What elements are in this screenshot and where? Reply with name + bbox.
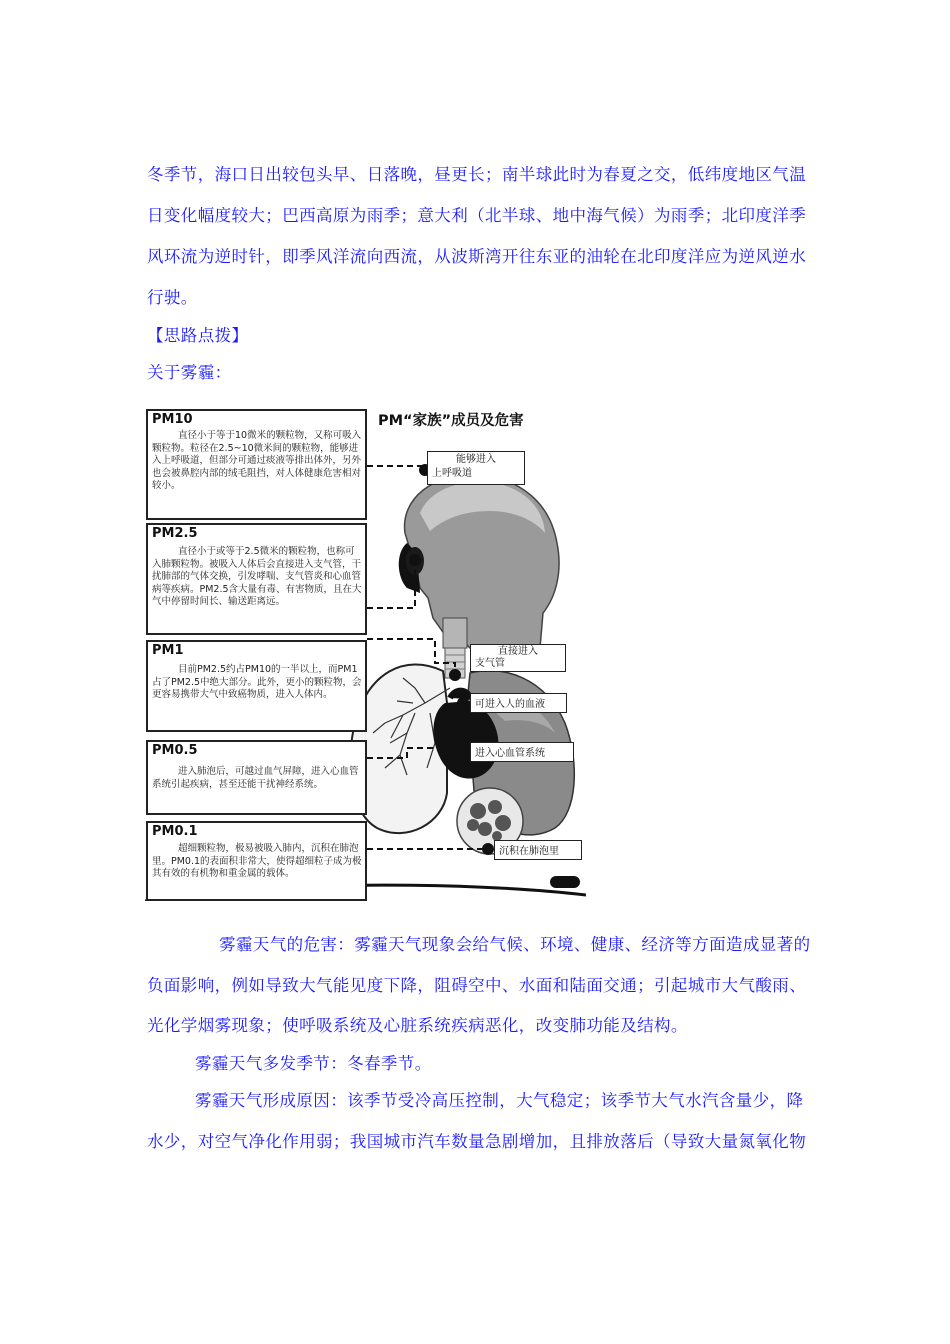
- pm25-box: [146, 523, 367, 635]
- pm05-box: [146, 740, 367, 815]
- season-line: 雾霾天气多发季节：冬春季节。: [195, 1054, 432, 1073]
- paragraph-line: 雾霾天气形成原因：该季节受冷高压控制，大气稳定；该季节大气水汽含量少，降: [195, 1091, 804, 1110]
- tag-blood: 可进入人的血液: [470, 693, 567, 713]
- pm1-text: 目前PM2.5约占PM10的一半以上，而PM1占了PM2.5中绝大部分。此外，更小的颗粒物，会更容易携带大气中致癌物质，进入人体内。: [152, 664, 362, 701]
- tag-upper-airway: [427, 451, 525, 485]
- tag-alveoli: 沉积在肺泡里: [494, 840, 582, 860]
- tag-bronchus-line2: 支气管: [475, 658, 505, 669]
- tag-upper-airway-line1: 能够进入: [456, 454, 496, 465]
- paragraph-line: 负面影响，例如导致大气能见度下降，阻碍空中、水面和陆面交通；引起城市大气酸雨、: [147, 976, 807, 995]
- pm25-title: PM2.5: [152, 526, 198, 541]
- tag-bronchus: [470, 644, 566, 672]
- pm01-text: 超细颗粒物，极易被吸入肺内，沉积在肺泡里。PM0.1的表面积非常大，使得超细粒子成为极其有效的有机物和重金属的载体。: [152, 843, 362, 880]
- pm01-title: PM0.1: [152, 824, 198, 839]
- pm10-text: 直径小于等于10微米的颗粒物，又称可吸入颗粒物。粒径在2.5~10微米间的颗粒物，能够进入上呼吸道，但部分可通过痰液等排出体外，另外也会被鼻腔内部的绒毛阻挡，对人体健康危害相对较小。: [152, 430, 362, 492]
- paragraph-line: 水少，对空气净化作用弱；我国城市汽车数量急剧增加，且排放落后（导致大量氮氧化物: [147, 1132, 807, 1151]
- pm25-text: 直径小于或等于2.5微米的颗粒物，也称可入肺颗粒物。被吸入人体后会直接进入支气管，干扰肺部的气体交换，引发哮喘、支气管炎和心血管病等疾病。PM2.5含大量有毒、有害物质，且在大气中停留时间长、输送距离远。: [152, 546, 362, 608]
- pm05-title: PM0.5: [152, 743, 198, 758]
- pm-family-figure: [145, 403, 586, 901]
- intro-text: 关于雾霾：: [147, 363, 232, 382]
- pm01-box: [146, 821, 367, 901]
- pm10-title: PM10: [152, 412, 193, 427]
- paragraph-line: 行驶。: [147, 288, 198, 307]
- paragraph-line: 光化学烟雾现象；使呼吸系统及心脏系统疾病恶化，改变肺功能及结构。: [147, 1016, 688, 1035]
- pm1-box: [146, 640, 367, 732]
- paragraph-line: 日变化幅度较大；巴西高原为雨季；意大利（北半球、地中海气候）为雨季；北印度洋季: [147, 206, 807, 225]
- tag-cardiovascular: 进入心血管系统: [470, 742, 574, 762]
- figure-title: PM“家族”成员及危害: [378, 413, 524, 429]
- pm10-box: [146, 409, 367, 520]
- pm05-text: 进入肺泡后，可越过血气屏障，进入心血管系统引起疾病，甚至还能干扰神经系统。: [152, 766, 359, 790]
- tag-upper-airway-line2: 上呼吸道: [432, 468, 472, 479]
- pm1-title: PM1: [152, 643, 184, 658]
- paragraph-line: 风环流为逆时针，即季风洋流向西流，从波斯湾开往东亚的油轮在北印度洋应为逆风逆水: [147, 247, 807, 266]
- section-heading: 【思路点拨】: [147, 326, 249, 345]
- paragraph-line: 雾霾天气的危害：雾霾天气现象会给气候、环境、健康、经济等方面造成显著的: [219, 935, 811, 954]
- tag-bronchus-line1: 直接进入: [498, 646, 538, 657]
- paragraph-line: 冬季节，海口日出较包头早、日落晚，昼更长；南半球此时为春夏之交，低纬度地区气温: [147, 165, 807, 184]
